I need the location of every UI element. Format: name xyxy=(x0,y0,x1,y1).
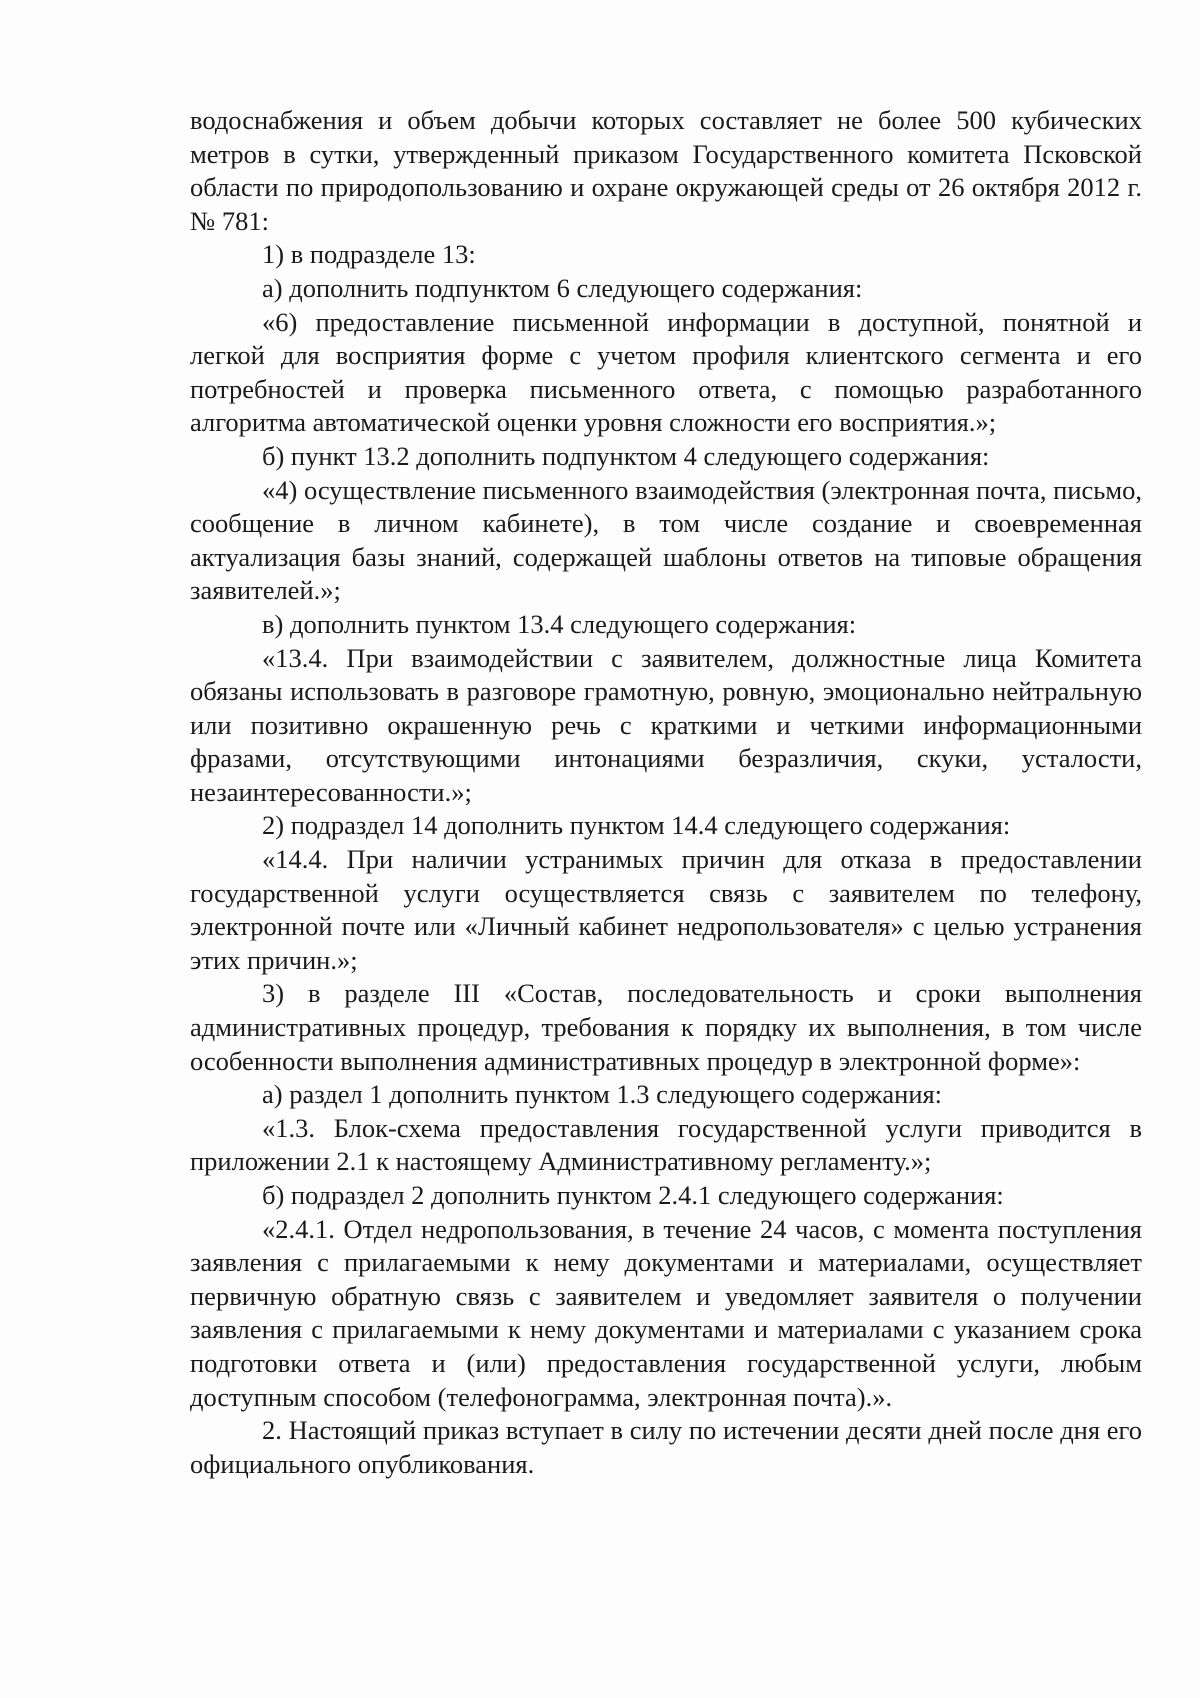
paragraph-item-1: 1) в подразделе 13: xyxy=(262,239,476,270)
paragraph-item-1b: б) пункт 13.2 дополнить подпунктом 4 следующего содержания: xyxy=(262,440,990,471)
paragraph-item-3b: б) подраздел 2 дополнить пунктом 2.4.1 следующего содержания: xyxy=(262,1180,1004,1210)
paragraph-item-2: 2) подраздел 14 дополнить пунктом 14.4 следующего содержания: xyxy=(262,810,1011,841)
paragraph-quote-4: «4) осуществление письменного взаимодействия (электронная почта, письмо, сообщение в личном кабинете), в том числе создание и своевременная актуализация базы знаний, содержащей шаблоны ответов на типовые обращения заявителей.»; xyxy=(190,474,1142,606)
paragraph-item-3a: а) раздел 1 дополнить пунктом 1.3 следующего содержания: xyxy=(262,1079,943,1110)
paragraph-final-2: 2. Настоящий приказ вступает в силу по истечении десяти дней после дня его официального опубликования. xyxy=(190,1415,1142,1479)
paragraph-item-1a: а) дополнить подпунктом 6 следующего содержания: xyxy=(262,272,863,303)
document-body xyxy=(190,104,1142,1481)
paragraph-quote-1-3: «1.3. Блок-схема предоставления государственной услуги приводится в приложении 2.1 к настоящему Административному регламенту.»; xyxy=(190,1112,1142,1177)
paragraph-item-1v: в) дополнить пунктом 13.4 следующего содержания: xyxy=(262,608,857,639)
paragraph-quote-6: «6) предоставление письменной информации в доступной, понятной и легкой для восприятия форме с учетом профиля клиентского сегмента и его потребностей и проверка письменного ответа, с помощью разработанного алгоритма автоматической оценки уровня сложности его восприятия.»; xyxy=(190,306,1142,438)
paragraph-item-3: 3) в разделе III «Состав, последовательность и сроки выполнения административных процедур, требования к порядку их выполнения, в том числе особенности выполнения административных процедур в электронной форме»: xyxy=(190,978,1142,1076)
paragraph-quote-14-4: «14.4. При наличии устранимых причин для отказа в предоставлении государственной услуги осуществляется связь с заявителем по телефону, электронной почте или «Личный кабинет недропользователя» с целью устранения этих причин.»; xyxy=(190,844,1142,975)
paragraph-quote-2-4-1: «2.4.1. Отдел недропользования, в течение 24 часов, с момента поступления заявления с прилагаемыми к нему документами и материалами, осуществляет первичную обратную связь с заявителем и уведомляет заявителя о получении заявления с прилагаемыми к нему документами и материалами с указанием срока подготовки ответа и (или) предоставления государственной услуги, любым доступным способом (телефонограмма, электронная почта).». xyxy=(190,1213,1142,1412)
paragraph-intro: водоснабжения и объем добычи которых составляет не более 500 кубических метров в сутки, утвержденный приказом Государственного комитета Псковской области по природопользованию и охране окружающей среды от 26 октября 2012 г. № 781: xyxy=(190,105,1142,236)
paragraph-quote-13-4: «13.4. При взаимодействии с заявителем, должностные лица Комитета обязаны использовать в разговоре грамотную, ровную, эмоционально нейтральную или позитивно окрашенную речь с краткими и четкими информационными фразами, отсутствующими интонациями безразличия, скуки, усталости, незаинтересованности.»; xyxy=(190,642,1142,807)
